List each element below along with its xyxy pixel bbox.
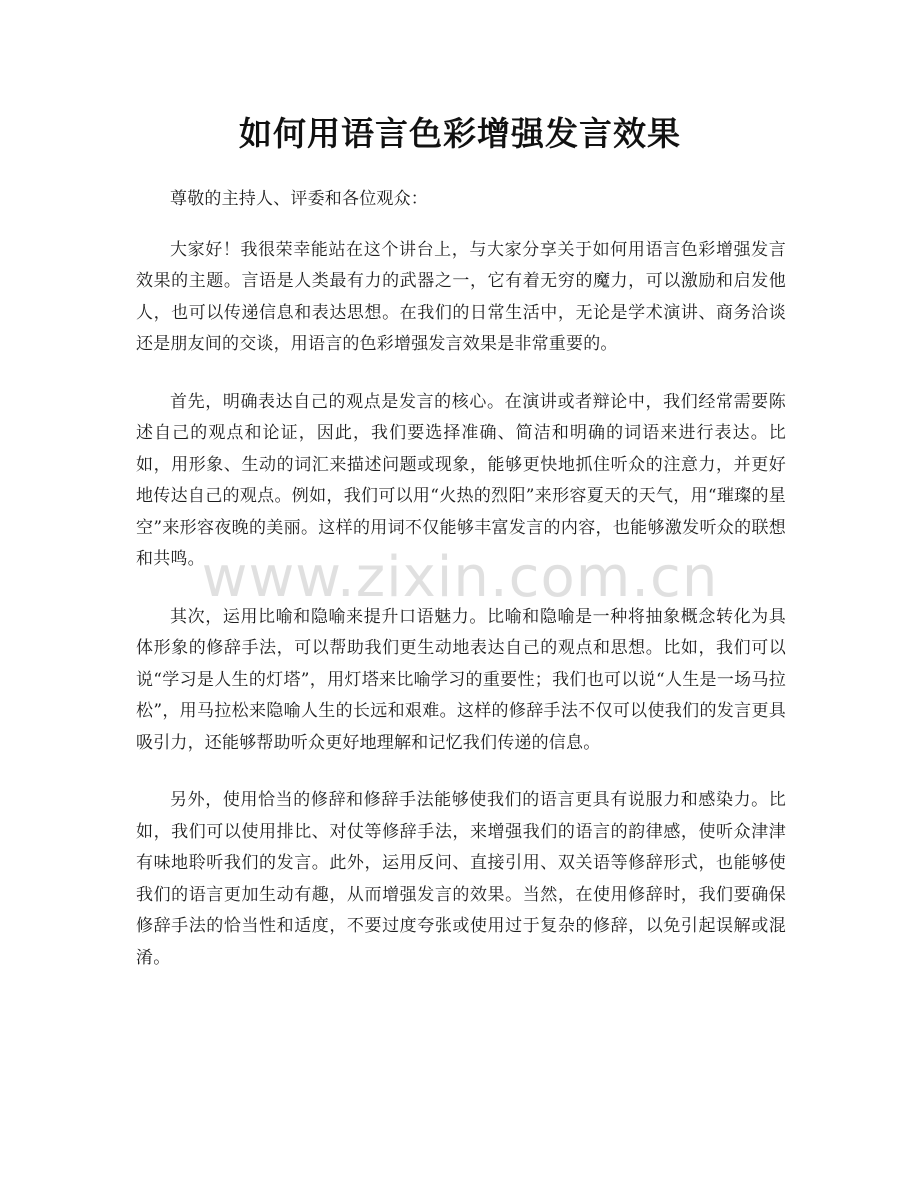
document-body — [136, 184, 786, 1000]
first-point-paragraph: 首先，明确表达自己的观点是发言的核心。在演讲或者辩论中，我们经常需要陈述自己的观点和论证，因此，我们要选择准确、简洁和明确的词语来进行表达。比如，用形象、生动的词汇来描述问题或现象，能够更快地抓住听众的注意力，并更好地传达自己的观点。例如，我们可以用“火热的烈阳”来形容夏天的天气，用“璀璨的星空”来形容夜晚的美丽。这样的用词不仅能够丰富发言的内容，也能够激发听众的联想和共鸣。 — [136, 391, 786, 569]
document-title: 如何用语言色彩增强发言效果 — [239, 114, 681, 153]
intro-paragraph: 大家好！我很荣幸能站在这个讲台上，与大家分享关于如何用语言色彩增强发言效果的主题。言语是人类最有力的武器之一，它有着无穷的魔力，可以激励和启发他人，也可以传递信息和表达思想。在我们的日常生活中，无论是学术演讲、商务洽谈还是朋友间的交谈，用语言的色彩增强发言效果是非常重要的。 — [136, 239, 786, 354]
watermark-text: www.zixin.com.cn — [201, 545, 719, 610]
salutation-paragraph: 尊敬的主持人、评委和各位观众： — [170, 189, 428, 209]
second-point-paragraph: 其次，运用比喻和隐喻来提升口语魅力。比喻和隐喻是一种将抽象概念转化为具体形象的修辞手法，可以帮助我们更生动地表达自己的观点和思想。比如，我们可以说“学习是人生的灯塔”，用灯塔来比喻学习的重要性；我们也可以说“人生是一场马拉松”，用马拉松来隐喻人生的长远和艰难。这样的修辞手法不仅可以使我们的发言更具吸引力，还能够帮助听众更好地理解和记忆我们传递的信息。 — [136, 606, 786, 753]
third-point-paragraph: 另外，使用恰当的修辞和修辞手法能够使我们的语言更具有说服力和感染力。比如，我们可以使用排比、对仗等修辞手法，来增强我们的语言的韵律感，使听众津津有味地聆听我们的发言。此外，运用反问、直接引用、双关语等修辞形式，也能够使我们的语言更加生动有趣，从而增强发言的效果。当然，在使用修辞时，我们要确保修辞手法的恰当性和适度，不要过度夸张或使用过于复杂的修辞，以免引起误解或混淆。 — [136, 790, 786, 968]
